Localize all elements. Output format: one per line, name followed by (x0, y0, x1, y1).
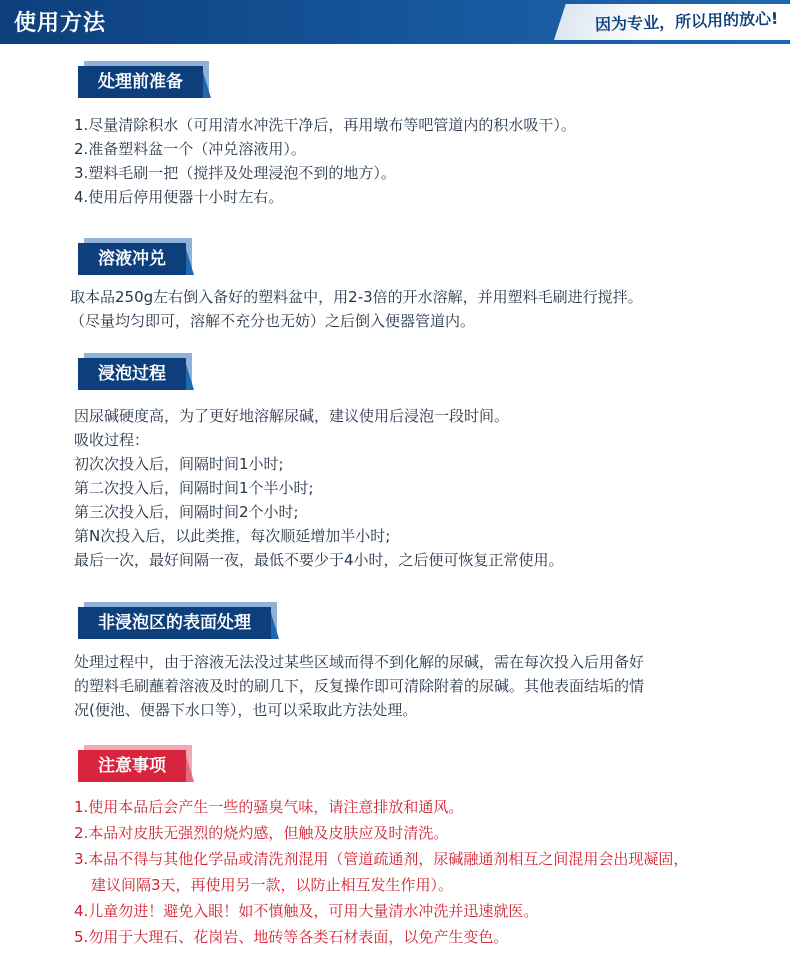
paragraph-line: 况(便池、便器下水口等），也可以采取此方法处理。 (74, 701, 418, 719)
paragraph-line: 吸收过程： (74, 431, 150, 449)
warning-item: 3.本品不得与其他化学品或清洗剂混用（管道疏通剂，尿碱融通剂相互之间混用会出现凝固， (74, 850, 689, 868)
paragraph-line: 的塑料毛刷蘸着溶液及时的刷几下，反复操作即可清除附着的尿碱。其他表面结垢的情 (74, 677, 645, 695)
warning-item: 4.儿童勿进！避免入眼！如不慎触及，可用大量清水冲洗并迅速就医。 (74, 902, 539, 920)
prep-steps (74, 113, 774, 209)
section-title-prep: 处理前准备 (78, 66, 203, 98)
paragraph-line: 取本品250g左右倒入备好的塑料盆中，用2-3倍的开水溶解，并用塑料毛刷进行搅拌。 (70, 288, 643, 306)
list-item: 第三次投入后，间隔时间2个小时; (74, 503, 299, 521)
warning-item: 5.勿用于大理石、花岗岩、地砖等各类石材表面，以免产生变色。 (74, 928, 509, 946)
surface-text (74, 650, 774, 722)
section-title-dissolve: 溶液冲兑 (78, 243, 186, 275)
page-title: 使用方法 (14, 11, 107, 36)
dissolve-text (70, 285, 770, 333)
header-bar (0, 0, 790, 44)
notice-list (74, 794, 774, 950)
section-title-surface: 非浸泡区的表面处理 (78, 607, 271, 639)
paragraph-line: 处理过程中，由于溶液无法没过某些区域而得不到化解的尿碱，需在每次投入后用备好 (74, 653, 645, 671)
warning-item: 2.本品对皮肤无强烈的烧灼感，但触及皮肤应及时清洗。 (74, 824, 449, 842)
list-item: 3.塑料毛刷一把（搅拌及处理浸泡不到的地方）。 (74, 164, 396, 182)
list-item: 最后一次，最好间隔一夜，最低不要少于4小时，之后便可恢复正常使用。 (74, 551, 564, 569)
warning-item: 1.使用本品后会产生一些的骚臭气味，请注意排放和通风。 (74, 798, 464, 816)
list-item: 2.准备塑料盆一个（冲兑溶液用）。 (74, 140, 306, 158)
section-title-notice: 注意事项 (78, 750, 186, 782)
list-item: 第N次投入后，以此类推，每次顺延增加半小时; (74, 527, 391, 545)
list-item: 4.使用后停用便器十小时左右。 (74, 188, 284, 206)
warning-item-continued: 建议间隔3天，再使用另一款，以防止相互发生作用）。 (91, 876, 454, 894)
section-title-soak: 浸泡过程 (78, 358, 186, 390)
slogan-text: 因为专业，所以用的放心! (594, 8, 779, 35)
soak-text (74, 404, 774, 572)
list-item: 初次次投入后，间隔时间1小时; (74, 455, 284, 473)
list-item: 第二次投入后，间隔时间1个半小时; (74, 479, 314, 497)
paragraph-line: （尽量均匀即可，溶解不充分也无妨）之后倒入便器管道内。 (70, 312, 476, 330)
list-item: 1.尽量清除积水（可用清水冲洗干净后，再用墩布等吧管道内的积水吸干）。 (74, 116, 576, 134)
paragraph-line: 因尿碱硬度高，为了更好地溶解尿碱，建议使用后浸泡一段时间。 (74, 407, 510, 425)
